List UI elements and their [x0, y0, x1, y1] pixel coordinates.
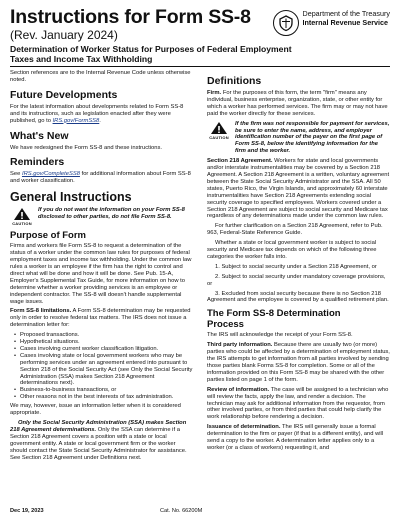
list-item: • Other reasons not in the best interests of tax administration. — [14, 394, 193, 401]
information-letter-text: We may, however, issue an information letter when it is considered appropriate. — [10, 403, 181, 417]
definitions-heading: Definitions — [207, 75, 262, 87]
caution-text: If the firm was not responsible for payment for services, be sure to enter the name, address, and employer identification number of the payer on the first page of Form SS-8, below the identifying information for the firm and the worker. — [235, 120, 390, 155]
purpose-text: Firms and workers file Form SS-8 to request a determination of the status of a worker under the common law rules for purposes of federal employment taxes and income tax withholding. Under the common law rules a worker is an employee if the firm has the right to control and direct what will be done and how it will be done. See Pub. 15-A, Employer's Supplemental Tax Guide, for more information on how to determine whether a worker providing services is an employee or independent contractor. The SS-8 will doesn't handle supplemental wage issues. — [10, 243, 192, 305]
list-item: • Hypothetical situations. — [14, 339, 193, 346]
future-developments-heading: Future Developments — [10, 88, 118, 101]
ssa-text: Only the Social Security Administration (SSA) makes Section 218 Agreement determinations. Only the SSA can determine if a Section 218 Agreement covers a position with a state or local government entity. A state or local government firm or the worker should contact the State Social Security Administrator for assistance. See Section 218 Agreement under Definitions next. — [10, 420, 187, 461]
category-item: 1. Subject to social security under a Section 218 Agreement, or — [215, 263, 377, 270]
section-218-definition: Section 218 Agreement. Workers for state and local governments and/or interstate instrumentalities may be covered by a Section 218 Agreement. A Section 218 Agreement is a written, voluntary agreement between the State Social Security Administrator and the SSA. All 50 states, Puerto Rico, the Virgin Islands, and approximately 60 interstate instrumentalities have Section 218 Agreements extending social security coverage to specified employees. Workers covered under a Section 218 Agreement are subject to social security and Medicare tax regardless of any determinations made under the common law rules. — [207, 158, 390, 220]
revision-date: (Rev. January 2024) — [10, 28, 118, 42]
third-party-text: Third party information. Because there are usually two (or more) parties who could be affected by a determination of employment status, the IRS attempts to get information from all parties involved by sending those parties blank Forms SS-8 for completion. Some or all of the information provided on this Form SS-8 may be shared with the other parties listed on page 1 of the form. — [207, 342, 390, 383]
determination-process-heading: The Form SS-8 Determination Process — [207, 308, 341, 331]
two-column-body — [10, 70, 390, 502]
intro-text: Section references are to the Internal Revenue Code unless otherwise noted. — [10, 70, 191, 83]
determination-process-text: The IRS will acknowledge the receipt of your Form SS-8. — [207, 332, 353, 339]
list-item: • Cases involving state or local government workers who may be performing services under an agreement entered into pursuant to Section 218 of the Social Security Act (see Only the Social Security Administration (SSA) makes Section 218 Agreement determinations next). — [14, 353, 193, 388]
purpose-heading: Purpose of Form — [10, 230, 87, 242]
document-header — [10, 6, 390, 72]
section-218-clarification: For further clarification on a Section 218 Agreement, refer to Pub. 963, Federal-State Reference Guide. — [207, 223, 383, 237]
caution-icon — [10, 207, 34, 226]
catalog-number: Cat. No. 66200M — [160, 508, 203, 514]
left-column — [10, 70, 200, 502]
firm-definition: Firm. For the purposes of this form, the term "firm" means any individual, business enterprise, organization, state, or other entity for which a worker has performed services. The firm may or may not have paid the worker directly for these services. — [207, 90, 388, 117]
page-footer — [10, 508, 390, 514]
whats-new-text: We have redesigned the Form SS-8 and these instructions. — [10, 144, 162, 151]
completess8-link[interactable]: IRS.gov/CompleteSS8 — [21, 171, 80, 178]
list-item: • Business-to-business transactions, or — [14, 387, 193, 394]
review-text: Review of information. The case will be assigned to a technician who will review the facts, apply the law, and render a decision. The technician may ask for additional information from the requestor, from other involved parties, or from third parties that could help clarify the work relationship before rendering a decision. — [207, 386, 389, 421]
caution-label: CAUTION — [12, 221, 32, 227]
formss8-link[interactable]: IRS.gov/FormSS8 — [52, 117, 100, 124]
caution-text: If you do not want the information on your Form SS-8 disclosed to other parties, do not file Form SS-8. — [38, 207, 185, 221]
category-item: 2. Subject to social security under mandatory coverage provisions, or — [207, 273, 386, 287]
reminders-text: See IRS.gov/CompleteSS8 for additional information about Form SS-8 and worker classification. — [10, 171, 191, 185]
section-218-categories-intro: Whether a state or local government worker is subject to social security and Medicare tax depends on which of the following three categories the worker falls into. — [207, 240, 377, 260]
footer-date: Dec 19, 2023 — [10, 508, 44, 514]
caution-note — [10, 207, 193, 226]
list-item: • Proposed transactions. — [14, 332, 193, 339]
category-item: 3. Excluded from social security because there is no Section 218 Agreement and the employee is covered by a qualified retirement plan. — [207, 290, 389, 304]
future-developments-text: For the latest information about developments related to Form SS-8 and its instructions, such as legislation enacted after they were published, go to IRS.gov/FormSS8. — [10, 103, 184, 124]
reminders-heading: Reminders — [10, 156, 65, 169]
caution-note — [207, 121, 390, 156]
department-name: Department of the Treasury — [302, 9, 390, 18]
header-divider — [10, 66, 390, 67]
issuance-text: Issuance of determination. The IRS will generally issue a formal determination to the firm or payer (if that is a different entity), and will send a copy to the worker. A determination letter applies only to a worker (or a class of workers) requesting it, and — [207, 424, 384, 451]
general-instructions-heading: General Instructions — [10, 190, 132, 205]
agency-name: Internal Revenue Service — [302, 17, 388, 27]
caution-label: CAUTION — [209, 134, 229, 140]
list-item: • Cases involving current worker classification litigation. — [14, 346, 193, 353]
agency-block — [273, 10, 391, 36]
document-title: Instructions for Form SS-8 — [10, 6, 251, 28]
document-subtitle: Determination of Worker Status for Purposes of Federal Employment Taxes and Income Tax Withholding — [10, 44, 292, 64]
right-column — [200, 70, 390, 502]
whats-new-heading: What's New — [10, 129, 69, 142]
caution-icon — [207, 121, 231, 140]
limitations-list — [14, 332, 193, 401]
treasury-seal-icon — [273, 10, 299, 36]
limitations-text: Form SS-8 limitations. A Form SS-8 determination may be requested only in order to resolve federal tax matters. The IRS does not issue a determination letter for: — [10, 308, 191, 329]
